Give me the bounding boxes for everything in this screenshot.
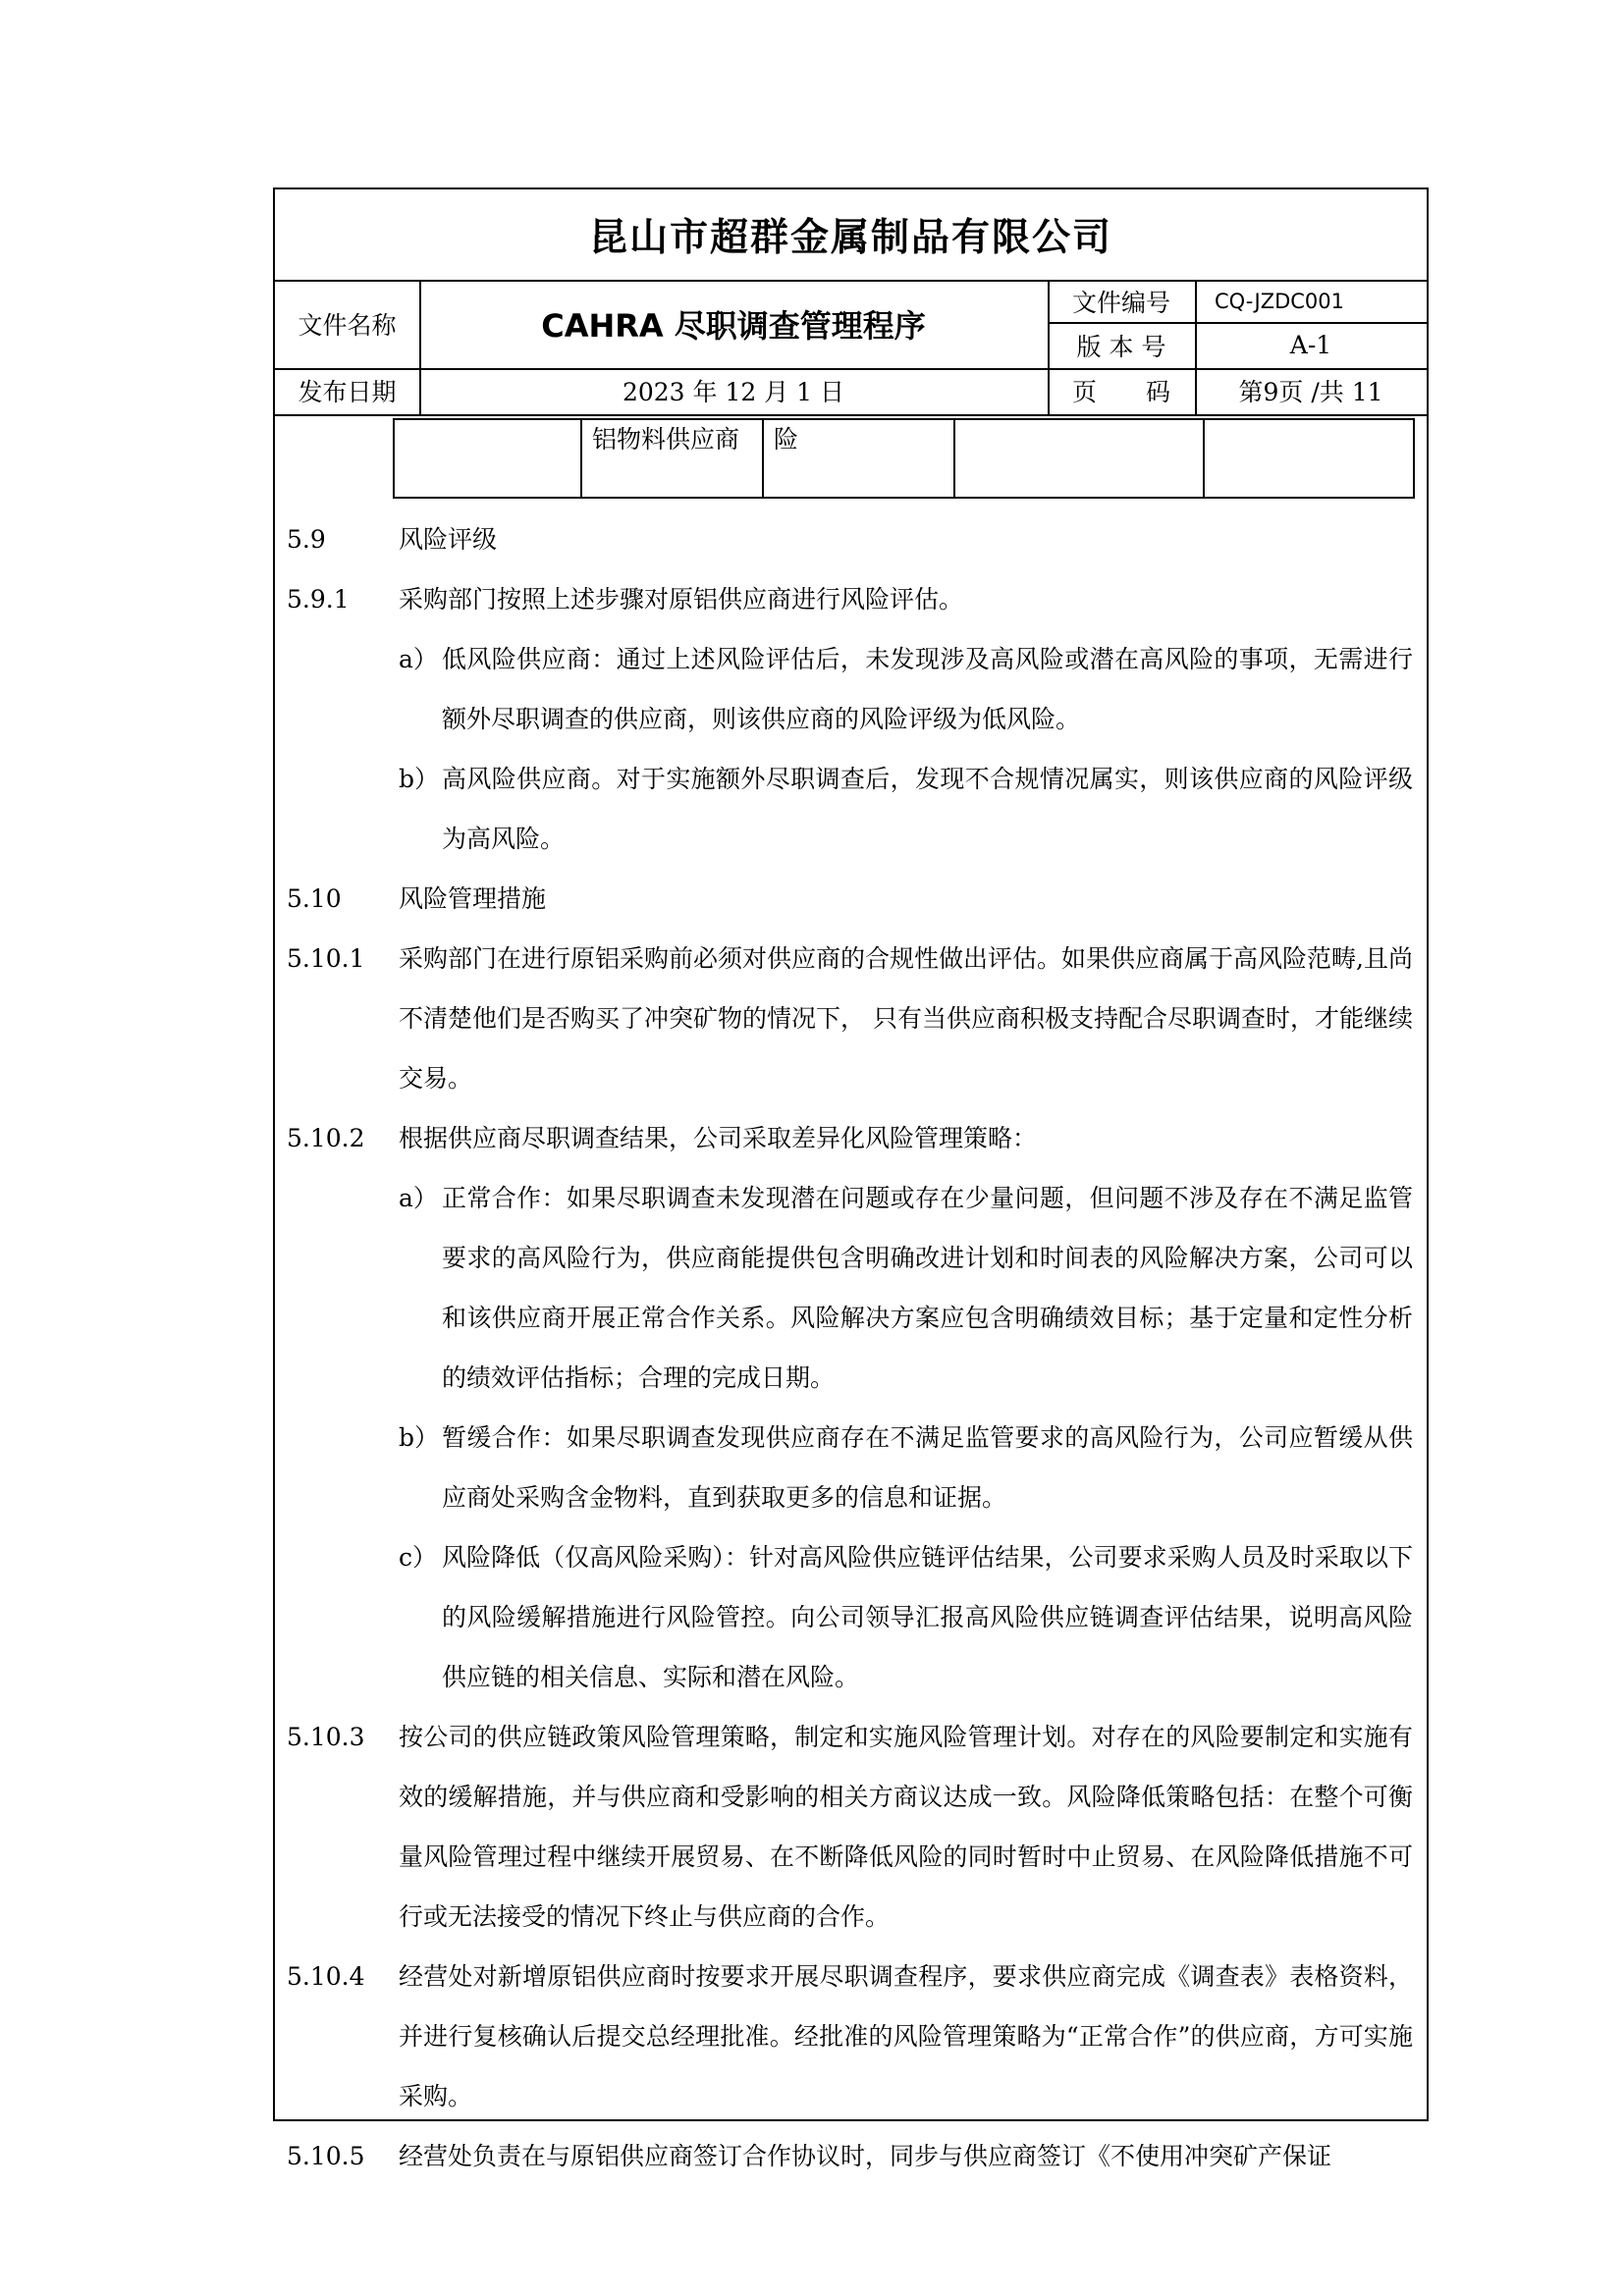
item-text: 正常合作：如果尽职调查未发现潜在问题或存在少量问题，但问题不涉及存在不满足监管要求的高风险行为，供应商能提供包含明确改进计划和时间表的风险解决方案，公司可以和该供应商开展正常合作关系。风险解决方案应包含明确绩效目标；基于定量和定性分析的绩效评估指标；合理的完成日期。 <box>442 1184 1413 1392</box>
doc-no-label: 文件编号 <box>1071 288 1170 317</box>
section-heading <box>287 509 1413 569</box>
section-text: 采购部门在进行原铝采购前必须对供应商的合规性做出评估。如果供应商属于高风险范畴,且尚不清楚他们是否购买了冲突矿物的情况下， 只有当供应商积极支持配合尽职调查时，才能继续交易。 <box>399 944 1413 1093</box>
table-cell <box>395 420 580 497</box>
section-heading <box>287 869 1413 929</box>
date-label: 发布日期 <box>298 377 397 406</box>
company-name: 昆山市超群金属制品有限公司 <box>275 189 1427 282</box>
section-text: 风险评级 <box>399 525 498 554</box>
item-label: c） <box>399 1543 438 1572</box>
document-header-table <box>275 280 1427 416</box>
section-text: 根据供应商尽职调查结果，公司采取差异化风险管理策略： <box>399 1124 1038 1152</box>
item-text: 暂缓合作：如果尽职调查发现供应商存在不满足监管要求的高风险行为，公司应暂缓从供应商处采购含金物料，直到获取更多的信息和证据。 <box>442 1423 1413 1512</box>
list-item <box>287 749 1413 869</box>
section-text: 风险管理措施 <box>399 884 547 913</box>
section-number: 5.10 <box>287 884 342 913</box>
paragraph <box>287 569 1413 629</box>
doc-no: CQ-JZDC001 <box>1215 289 1345 313</box>
paragraph <box>287 2126 1413 2186</box>
table-cell: 险 <box>762 420 953 497</box>
paragraph <box>287 1707 1413 1947</box>
paragraph <box>287 929 1413 1108</box>
doc-name-label: 文件名称 <box>298 311 397 340</box>
section-number: 5.10.5 <box>287 2142 365 2170</box>
table-fragment <box>393 418 1415 499</box>
issue-date: 2023 年 12 月 1 日 <box>622 377 845 406</box>
page-number: 第9页 /共 11 <box>1238 377 1383 406</box>
section-number: 5.10.2 <box>287 1124 365 1152</box>
item-text: 风险降低（仅高风险采购）：针对高风险供应链评估结果，公司要求采购人员及时采取以下的风险缓解措施进行风险管控。向公司领导汇报高风险供应链调查评估结果，说明高风险供应链的相关信息、实际和潜在风险。 <box>442 1543 1413 1691</box>
doc-title: CAHRA 尽职调查管理程序 <box>541 307 926 345</box>
table-cell <box>1203 420 1413 497</box>
item-label: a） <box>399 645 438 673</box>
section-number: 5.10.3 <box>287 1723 365 1751</box>
table-cell <box>953 420 1203 497</box>
section-text: 采购部门按照上述步骤对原铝供应商进行风险评估。 <box>399 585 964 614</box>
section-text: 经营处负责在与原铝供应商签订合作协议时，同步与供应商签订《不使用冲突矿产保证 <box>399 2142 1332 2170</box>
paragraph <box>287 1947 1413 2126</box>
section-number: 5.10.4 <box>287 1962 365 1991</box>
document-frame <box>273 187 1429 2170</box>
list-item <box>287 1168 1413 1408</box>
section-text: 按公司的供应链政策风险管理策略，制定和实施风险管理计划。对存在的风险要制定和实施有效的缓解措施，并与供应商和受影响的相关方商议达成一致。风险降低策略包括：在整个可衡量风险管理过程中继续开展贸易、在不断降低风险的同时暂时中止贸易、在风险降低措施不可行或无法接受的情况下终止与供应商的合作。 <box>399 1723 1413 1931</box>
section-text: 经营处对新增原铝供应商时按要求开展尽职调查程序，要求供应商完成《调查表》表格资料，并进行复核确认后提交总经理批准。经批准的风险管理策略为“正常合作”的供应商，方可实施采购。 <box>399 1962 1413 2110</box>
table-cell: 铝物料供应商 <box>580 420 762 497</box>
version-label: 版 本 号 <box>1076 332 1166 361</box>
item-text: 高风险供应商。对于实施额外尽职调查后，发现不合规情况属实，则该供应商的风险评级为高风险。 <box>442 765 1413 853</box>
version: A-1 <box>1289 331 1332 359</box>
section-number: 5.9.1 <box>287 585 350 614</box>
paragraph <box>287 1108 1413 1168</box>
item-label: b） <box>399 765 440 793</box>
document-body <box>287 509 1413 2186</box>
section-number: 5.10.1 <box>287 944 365 973</box>
item-label: a） <box>399 1184 438 1212</box>
list-item <box>287 1527 1413 1707</box>
section-number: 5.9 <box>287 525 326 554</box>
list-item <box>287 1408 1413 1527</box>
item-text: 低风险供应商：通过上述风险评估后，未发现涉及高风险或潜在高风险的事项，无需进行额外尽职调查的供应商，则该供应商的风险评级为低风险。 <box>442 645 1413 733</box>
list-item <box>287 629 1413 749</box>
page-label: 页 码 <box>1071 377 1170 406</box>
item-label: b） <box>399 1423 440 1452</box>
